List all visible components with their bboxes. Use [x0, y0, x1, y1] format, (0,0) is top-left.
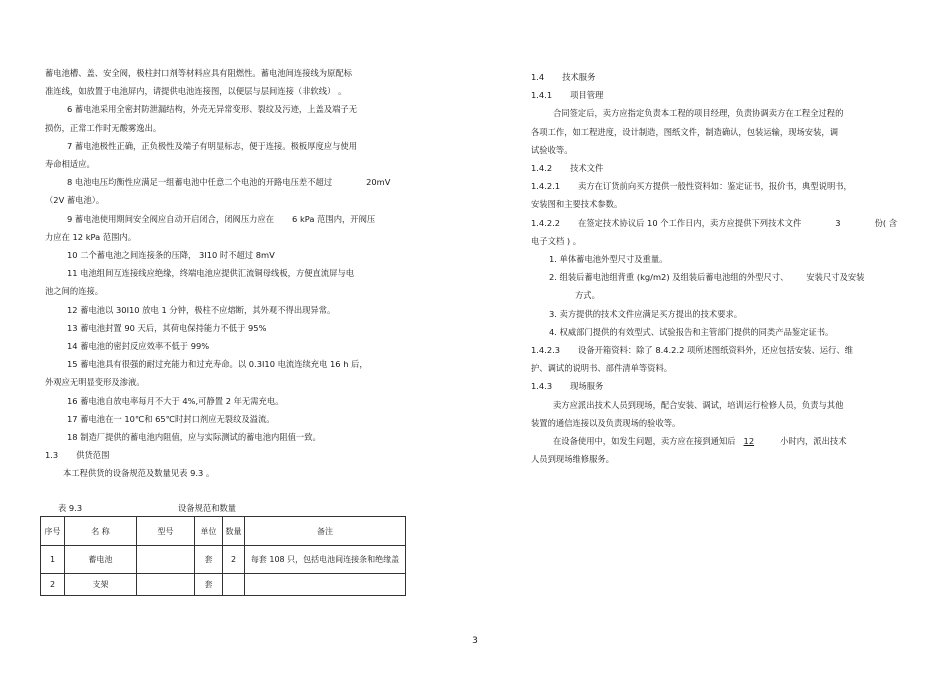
para-line: 安装图和主要技术参数。: [531, 199, 623, 210]
item-16: 16 蓄电池自放电率每月不大于 4%,可静置 2 年无需充电。: [67, 395, 284, 406]
list-item: 3. 卖方提供的技术文件应满足买方提出的技术要求。: [549, 308, 743, 319]
section-heading-1-4-2: [531, 159, 901, 177]
cell: 每套 108 只，包括电池间连接条和绝缘盖: [245, 546, 406, 574]
item-9-text: 9 蓄电池使用期间安全阀应自动开启闭合，闭阀压力应在: [67, 213, 275, 224]
item-10: 10 二个蓄电池之间连接条的压降， 3I10 时不超过 8mV: [67, 250, 275, 261]
section-number: 1.4.2: [531, 163, 553, 174]
cell: [137, 574, 195, 596]
list-item-cont: 方式。: [575, 290, 600, 301]
table-caption: [58, 502, 406, 514]
para-text: 在设备使用中，如发生问题，卖方应在接到通知后: [553, 436, 736, 447]
clause-text: 份( 含: [874, 217, 898, 228]
cell: [137, 546, 195, 574]
section-title: 技术文件: [570, 163, 604, 174]
item-6: 6 蓄电池采用全密封防泄漏结构，外壳无异常变形、裂纹及污迹，上盖及端子无: [67, 104, 358, 115]
section-number: 1.4.3: [531, 381, 553, 392]
item-14: 14 蓄电池的密封反应效率不低于 99%: [67, 341, 210, 352]
para-line: 力应在 12 kPa 范围内。: [45, 231, 137, 242]
para-line: 准连线，如放置于电池屏内，请提供电池连接图，以便层与层间连接（非软线） 。: [45, 86, 347, 97]
cell: 套: [195, 574, 223, 596]
section-title: 技术服务: [562, 72, 596, 82]
item-9-value: 6 kPa 范围内，开阀压: [292, 213, 376, 224]
para-line: 合同签定后，卖方应指定负责本工程的项目经理，负责协调卖方在工程全过程的: [553, 108, 844, 119]
table-row: [41, 574, 406, 596]
item-17: 17 蓄电池在一 10℃和 65℃时封口剂应无裂纹及溢流。: [67, 413, 275, 424]
left-column: [45, 64, 425, 483]
cell: [245, 574, 406, 596]
item-11: 11 电池组间互连接线应绝缘，终端电池应提供汇流铜母线板，方便直流屏与电: [67, 268, 354, 279]
para-line: 装置的通信连接以及负责现场的验收等。: [531, 417, 681, 428]
table-title: 设备规范和数量: [178, 503, 237, 513]
header-cell: 序号: [41, 517, 65, 546]
response-hours: 12: [743, 436, 755, 447]
clause-1-4-2-1: [531, 177, 901, 195]
section-heading-1-4: [531, 68, 901, 86]
para-line: 各项工作，如工程进度，设计制造，图纸文件，制造确认，包装运输，现场安装，调: [531, 126, 838, 137]
clause-1-4-2-2: [531, 214, 901, 232]
list-item: [531, 268, 901, 286]
para-line: 卖方应派出技术人员到现场，配合安装、调试，培训运行检修人员，负责与其他: [553, 399, 844, 410]
item-13: 13 蓄电池封置 90 天后，其荷电保持能力不低于 95%: [67, 322, 267, 333]
para-line: 损伤，正常工作时无酸雾逸出。: [45, 122, 162, 133]
item-18: 18 制造厂提供的蓄电池内阻值，应与实际测试的蓄电池内阻值一致。: [67, 432, 321, 443]
header-cell: 备注: [245, 517, 406, 546]
para-line: 人员到现场维修服务。: [531, 454, 614, 465]
item-8: [45, 173, 425, 191]
para-line: 池之间的连接。: [45, 286, 104, 297]
header-cell: 数量: [223, 517, 245, 546]
header-cell: 型号: [137, 517, 195, 546]
cell: 2: [223, 546, 245, 574]
cell: 蓄电池: [65, 546, 137, 574]
section-number: 1.4.2.3: [531, 345, 561, 356]
equipment-table: [40, 516, 406, 596]
section-number: 1.4: [531, 72, 545, 82]
table-row: [41, 546, 406, 574]
supply-text: 本工程供货的设备规范及数量见表 9.3 。: [63, 468, 215, 479]
section-title: 项目管理: [570, 90, 604, 101]
cell: [223, 574, 245, 596]
section-number: 1.3: [45, 450, 59, 461]
clause-text: 卖方在订货前向买方提供一般性资料如：鉴定证书，报价书，典型说明书，: [578, 181, 852, 192]
item-8-value: 20mV: [366, 177, 391, 188]
cell: 支架: [65, 574, 137, 596]
copies-count: 3: [835, 217, 841, 228]
para-line: 外观应无明显变形及渗液。: [45, 377, 145, 388]
section-heading-1-3: [45, 446, 425, 464]
section-title: 供货范围: [76, 450, 110, 461]
section-number: 1.4.2.1: [531, 181, 561, 192]
item-7: 7 蓄电池极性正确，正负极性及端子有明显标志，便于连接。极板厚度应与使用: [67, 140, 358, 151]
para-line: 寿命相适应。: [45, 159, 95, 170]
section-title: 现场服务: [570, 381, 604, 392]
cell: 套: [195, 546, 223, 574]
list-item: 1. 单体蓄电池外型尺寸及重量。: [549, 254, 668, 265]
item-12: 12 蓄电池以 30I10 放电 1 分钟，极柱不应熔断，其外观不得出现异常。: [67, 304, 336, 315]
item-8-text: 8 电池电压均衡性应满足一组蓄电池中任意二个电池的开路电压差不超过: [67, 177, 333, 188]
page-number: 3: [472, 636, 478, 646]
cell: 2: [41, 574, 65, 596]
para-line: 试验收等。: [531, 144, 573, 155]
table-number: 表 9.3: [58, 503, 83, 513]
para-text: 小时内，派出技术: [780, 436, 847, 447]
list-text: 安装尺寸及安装: [806, 272, 865, 283]
section-number: 1.4.1: [531, 90, 553, 101]
list-item: 4. 权威部门提供的有效型式、试验报告和主管部门提供的同类产品鉴定证书。: [549, 326, 834, 337]
right-column: [531, 68, 901, 468]
clause-1-4-2-3: [531, 341, 901, 359]
para-line: [531, 432, 901, 450]
header-cell: 单位: [195, 517, 223, 546]
para-line: 蓄电池槽、盖、安全阀，极柱封口剂等材料应具有阻燃性。蓄电池间连接线为原配标: [45, 68, 352, 78]
header-cell: 名 称: [65, 517, 137, 546]
clause-text: 设备开箱资料：除了 8.4.2.2 项所述图纸资料外，还应包括安装、运行、维: [578, 345, 853, 356]
para-line: 电子文档 ) 。: [531, 235, 581, 246]
clause-text: 在签定技术协议后 10 个工作日内，卖方应提供下列技术文件: [578, 217, 802, 228]
list-text: 2. 组装后蓄电池组背重 (kg/m2) 及组装后蓄电池组的外型尺寸、: [549, 272, 789, 283]
para-line: 护、调试的说明书、部件清单等资料。: [531, 363, 673, 374]
section-number: 1.4.2.2: [531, 217, 561, 228]
section-heading-1-4-1: [531, 86, 901, 104]
section-heading-1-4-3: [531, 377, 901, 395]
item-15: 15 蓄电池具有很强的耐过充能力和过充寿命。以 0.3I10 电流连续充电 16 h 后，: [67, 359, 368, 370]
item-9: [45, 210, 425, 228]
cell: 1: [41, 546, 65, 574]
table-header-row: [41, 517, 406, 546]
para-line: （2V 蓄电池）。: [45, 195, 105, 206]
